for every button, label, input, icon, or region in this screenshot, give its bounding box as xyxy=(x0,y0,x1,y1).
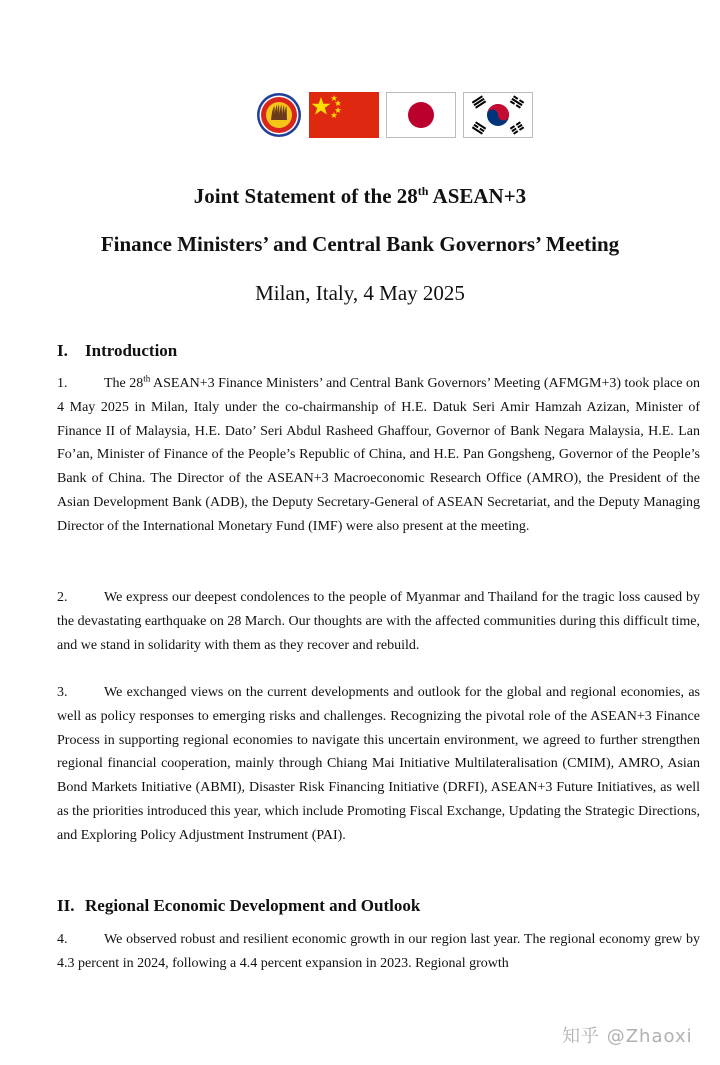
document-title-line1 xyxy=(0,184,720,209)
paragraph-text: The 28 xyxy=(104,376,144,391)
document-title-line2: Finance Ministers’ and Central Bank Governors’ Meeting xyxy=(100,232,620,256)
korea-flag-icon xyxy=(463,92,533,138)
section-heading-regional-outlook xyxy=(57,896,420,916)
paragraph-number: 2. xyxy=(57,590,68,605)
section-number: I. xyxy=(57,341,68,360)
paragraph-number: 3. xyxy=(57,685,68,700)
section-heading-introduction xyxy=(57,341,177,361)
paragraph-text: We express our deepest condolences to the people of Myanmar and Thailand for the tragic loss caused by the devastating earthquake on 28 March. Our thoughts are with the affected communities during this difficult time, and we stand in solidarity with them as they recover and rebuild. xyxy=(57,590,700,653)
paragraph-text-cont: ASEAN+3 Finance Ministers’ and Central Bank Governors’ Meeting (AFMGM+3) took place on 4 May 2025 in Milan, Italy under the co-chairmanship of H.E. Datuk Seri Amir Hamzah Azizan, Minister of Finance II of Malaysia, H.E. Dato’ Seri Abdul Rasheed Ghaffour, Governor of Bank Negara Malaysia, H.E. Lan Fo’an, Minister of Finance of the People’s Republic of China, and H.E. Pan Gongsheng, Governor of the People’s Bank of China. The Director of the ASEAN+3 Macroeconomic Research Office (AMRO), the President of the Asian Development Bank (ADB), the Deputy Secretary-General of ASEAN Secretariat, and the Deputy Managing Director of the International Monetary Fund (IMF) were also present at the meeting. xyxy=(57,376,700,534)
paragraph-number: 1. xyxy=(57,376,68,391)
paragraph-4 xyxy=(57,928,700,976)
watermark: 知乎 @Zhaoxi xyxy=(562,1026,693,1047)
title-text-suffix: ASEAN+3 xyxy=(428,184,527,208)
section-title: Regional Economic Development and Outlook xyxy=(85,896,421,915)
china-flag-icon xyxy=(309,92,379,138)
paragraph-text: We exchanged views on the current developments and outlook for the global and regional economies, as well as policy responses to emerging risks and challenges. Recognizing the pivotal role of the ASEAN+3 Finance Process in supporting regional economies to navigate this uncertain environment, we agreed to further strengthen regional financial cooperation, mainly through Chiang Mai Initiative Multilateralisation (CMIM), AMRO, Asian Bond Markets Initiative (ABMI), Disaster Risk Financing Initiative (DRFI), ASEAN+3 Future Initiatives, as well as the priorities introduced this year, which include Promoting Fiscal Exchange, Updating the Strategic Directions, and Exploring Policy Adjustment Instrument (PAI). xyxy=(57,685,700,843)
paragraph-number: 4. xyxy=(57,932,68,947)
title-text: Joint Statement of the 28 xyxy=(193,184,418,208)
paragraph-3 xyxy=(57,681,700,848)
document-subtitle: Milan, Italy, 4 May 2025 xyxy=(255,281,465,305)
section-number: II. xyxy=(57,896,75,915)
title-superscript: th xyxy=(417,184,429,198)
japan-flag-icon xyxy=(386,92,456,138)
paragraph-text: We observed robust and resilient economic growth in our region last year. The regional economy grew by 4.3 percent in 2024, following a 4.4 percent expansion in 2023. Regional growth xyxy=(57,932,700,971)
flag-row xyxy=(256,92,533,138)
paragraph-1 xyxy=(57,372,700,539)
section-title: Introduction xyxy=(85,341,178,360)
paragraph-superscript: th xyxy=(143,373,151,384)
paragraph-2 xyxy=(57,586,700,657)
asean-emblem-icon xyxy=(256,92,302,138)
